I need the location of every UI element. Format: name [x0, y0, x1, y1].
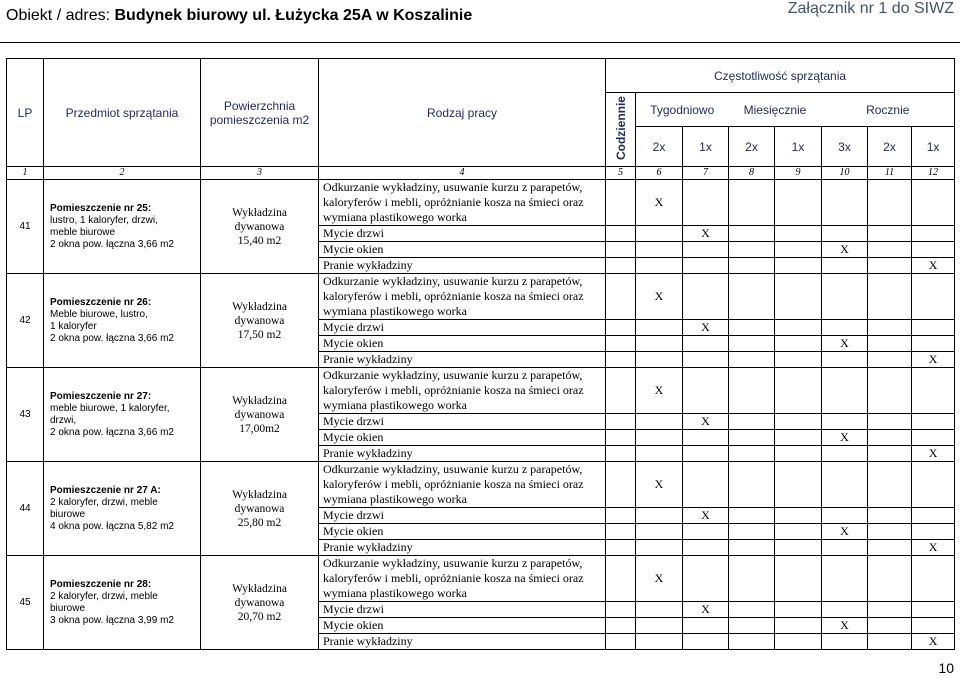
work-carpet: Pranie wykładziny	[319, 258, 606, 274]
cell-daily	[606, 430, 636, 446]
cell-monthly-1x	[775, 556, 822, 602]
cell-weekly-1x: X	[683, 508, 729, 524]
room-row	[7, 368, 955, 414]
cell-yearly-3x	[822, 414, 868, 430]
cell-monthly-1x	[775, 508, 822, 524]
cell-yearly-3x	[822, 462, 868, 508]
cell-yearly-1x: X	[912, 258, 955, 274]
room-desc-line: 2 okna pow. łączna 3,66 m2	[50, 426, 174, 438]
cell-yearly-3x	[822, 540, 868, 556]
cell-weekly-1x	[683, 556, 729, 602]
header-weekly: Tygodniowo	[636, 93, 729, 127]
cell-yearly-2x	[868, 352, 912, 368]
cell-monthly-1x	[775, 462, 822, 508]
cell-yearly-2x	[868, 618, 912, 634]
cell-monthly-1x	[775, 274, 822, 320]
col-number: 7	[683, 167, 729, 180]
area-line: dywanowa	[234, 502, 285, 515]
row-lp: 42	[7, 274, 44, 368]
cell-weekly-1x: X	[683, 414, 729, 430]
cell-yearly-1x	[912, 320, 955, 336]
col-number: 12	[912, 167, 955, 180]
header-weekly-2x: 2x	[636, 127, 683, 167]
room-row	[7, 180, 955, 226]
col-number: 3	[201, 167, 319, 180]
cell-weekly-2x	[636, 414, 683, 430]
cell-yearly-3x	[822, 274, 868, 320]
work-carpet: Pranie wykładziny	[319, 634, 606, 650]
cell-yearly-2x	[868, 180, 912, 226]
room-desc-line: biurowe	[50, 508, 86, 520]
cell-yearly-2x	[868, 602, 912, 618]
room-area	[201, 368, 319, 462]
cell-daily	[606, 540, 636, 556]
cell-monthly-2x	[729, 414, 775, 430]
room-desc-line: 2 okna pow. łączna 3,66 m2	[50, 238, 174, 250]
cell-daily	[606, 414, 636, 430]
room-desc-line: 1 kaloryfer	[50, 320, 97, 332]
cell-daily	[606, 336, 636, 352]
cell-yearly-3x	[822, 258, 868, 274]
cell-monthly-2x	[729, 320, 775, 336]
work-carpet: Pranie wykładziny	[319, 352, 606, 368]
area-line: Wykładzina	[232, 206, 287, 219]
cell-weekly-2x	[636, 540, 683, 556]
cell-daily	[606, 524, 636, 540]
cell-daily	[606, 556, 636, 602]
cell-yearly-3x: X	[822, 336, 868, 352]
cleaning-schedule-table	[6, 58, 955, 650]
cell-monthly-1x	[775, 336, 822, 352]
cell-monthly-1x	[775, 602, 822, 618]
cell-monthly-1x	[775, 258, 822, 274]
row-lp: 43	[7, 368, 44, 462]
cell-weekly-2x	[636, 258, 683, 274]
header-monthly-1x: 1x	[775, 127, 822, 167]
area-line: 20,70 m2	[237, 610, 282, 623]
room-desc-line: meble biurowe, 1 kaloryfer,	[50, 402, 170, 414]
cell-daily	[606, 602, 636, 618]
room-title: Pomieszczenie nr 28:	[50, 578, 152, 590]
cell-weekly-2x: X	[636, 462, 683, 508]
cell-yearly-1x	[912, 602, 955, 618]
room-desc-line: meble biurowe	[50, 226, 116, 238]
header-subject: Przedmiot sprzątania	[44, 59, 201, 167]
cell-yearly-1x	[912, 618, 955, 634]
cell-weekly-2x	[636, 242, 683, 258]
cell-weekly-1x: X	[683, 602, 729, 618]
cell-weekly-2x	[636, 524, 683, 540]
cell-yearly-3x	[822, 508, 868, 524]
room-desc-line: 4 okna pow. łączna 5,82 m2	[50, 520, 174, 532]
col-number: 10	[822, 167, 868, 180]
cell-monthly-1x	[775, 618, 822, 634]
cell-weekly-2x	[636, 352, 683, 368]
room-title: Pomieszczenie nr 27 A:	[50, 484, 161, 496]
cell-yearly-2x	[868, 540, 912, 556]
room-area	[201, 556, 319, 650]
cell-yearly-2x	[868, 336, 912, 352]
object-name: Budynek biurowy ul. Łużycka 25A w Koszalinie	[114, 7, 473, 24]
room-description	[44, 180, 201, 274]
cell-monthly-1x	[775, 226, 822, 242]
cell-weekly-2x: X	[636, 556, 683, 602]
cell-yearly-1x	[912, 336, 955, 352]
cell-monthly-2x	[729, 556, 775, 602]
cell-monthly-1x	[775, 524, 822, 540]
cell-monthly-2x	[729, 540, 775, 556]
room-desc-line: 2 kaloryfer, drzwi, meble	[50, 496, 158, 508]
work-windows: Mycie okien	[319, 618, 606, 634]
cell-monthly-2x	[729, 352, 775, 368]
page-header	[0, 0, 960, 43]
cell-weekly-1x	[683, 540, 729, 556]
cell-yearly-3x: X	[822, 524, 868, 540]
cell-daily	[606, 618, 636, 634]
cell-yearly-1x: X	[912, 634, 955, 650]
work-doors: Mycie drzwi	[319, 508, 606, 524]
room-title: Pomieszczenie nr 27:	[50, 390, 152, 402]
cell-monthly-2x	[729, 446, 775, 462]
cell-yearly-2x	[868, 446, 912, 462]
cell-yearly-1x	[912, 226, 955, 242]
cell-monthly-2x	[729, 274, 775, 320]
room-title: Pomieszczenie nr 26:	[50, 296, 152, 308]
cell-monthly-2x	[729, 634, 775, 650]
cell-weekly-2x: X	[636, 274, 683, 320]
cell-yearly-3x	[822, 602, 868, 618]
work-vacuum: Odkurzanie wykładziny, usuwanie kurzu z parapetów, kaloryferów i mebli, opróżnianie kosza na śmieci oraz wymiana plastikowego worka	[319, 462, 606, 508]
cell-monthly-2x	[729, 602, 775, 618]
room-desc-line: 2 okna pow. łączna 3,66 m2	[50, 332, 174, 344]
work-doors: Mycie drzwi	[319, 414, 606, 430]
area-line: 25,80 m2	[237, 516, 282, 529]
cell-yearly-1x	[912, 462, 955, 508]
cell-monthly-1x	[775, 430, 822, 446]
header-yearly-1x: 1x	[912, 127, 955, 167]
cell-monthly-2x	[729, 180, 775, 226]
cell-monthly-1x	[775, 368, 822, 414]
area-line: dywanowa	[234, 596, 285, 609]
header-monthly: Miesięcznie	[729, 93, 822, 127]
cell-weekly-1x	[683, 368, 729, 414]
cell-yearly-3x	[822, 446, 868, 462]
work-carpet: Pranie wykładziny	[319, 446, 606, 462]
cell-yearly-1x: X	[912, 540, 955, 556]
cell-weekly-1x	[683, 336, 729, 352]
cell-yearly-2x	[868, 462, 912, 508]
work-carpet: Pranie wykładziny	[319, 540, 606, 556]
cell-daily	[606, 274, 636, 320]
cell-yearly-3x: X	[822, 242, 868, 258]
col-number: 6	[636, 167, 683, 180]
object-address	[6, 7, 472, 25]
cell-weekly-2x: X	[636, 368, 683, 414]
cell-weekly-1x	[683, 352, 729, 368]
cell-weekly-2x: X	[636, 180, 683, 226]
row-lp: 44	[7, 462, 44, 556]
room-description	[44, 556, 201, 650]
col-number: 11	[868, 167, 912, 180]
cell-monthly-2x	[729, 462, 775, 508]
attachment-label: Załącznik nr 1 do SIWZ	[787, 0, 954, 17]
room-title: Pomieszczenie nr 25:	[50, 202, 152, 214]
header-work: Rodzaj pracy	[319, 59, 606, 167]
cell-monthly-2x	[729, 258, 775, 274]
area-line: Wykładzina	[232, 488, 287, 501]
room-desc-line: biurowe	[50, 602, 86, 614]
cell-weekly-2x	[636, 634, 683, 650]
room-row	[7, 462, 955, 508]
cell-weekly-1x	[683, 180, 729, 226]
room-area	[201, 180, 319, 274]
cell-weekly-2x	[636, 446, 683, 462]
area-line: dywanowa	[234, 220, 285, 233]
cell-daily	[606, 320, 636, 336]
work-vacuum: Odkurzanie wykładziny, usuwanie kurzu z parapetów, kaloryferów i mebli, opróżnianie kosza na śmieci oraz wymiana plastikowego worka	[319, 274, 606, 320]
room-area	[201, 274, 319, 368]
header-lp: LP	[7, 59, 44, 167]
header-monthly-2x: 2x	[729, 127, 775, 167]
cell-weekly-1x	[683, 462, 729, 508]
cell-yearly-2x	[868, 524, 912, 540]
cell-monthly-2x	[729, 508, 775, 524]
cell-yearly-1x: X	[912, 446, 955, 462]
cell-yearly-1x	[912, 556, 955, 602]
cell-yearly-1x	[912, 242, 955, 258]
cell-yearly-2x	[868, 430, 912, 446]
header-yearly-2x: 2x	[868, 127, 912, 167]
cell-daily	[606, 258, 636, 274]
cell-daily	[606, 368, 636, 414]
cell-yearly-3x	[822, 634, 868, 650]
cell-yearly-2x	[868, 508, 912, 524]
room-row	[7, 556, 955, 602]
cell-yearly-1x	[912, 430, 955, 446]
cell-weekly-1x	[683, 524, 729, 540]
room-row	[7, 274, 955, 320]
cell-yearly-3x	[822, 556, 868, 602]
col-number: 1	[7, 167, 44, 180]
work-vacuum: Odkurzanie wykładziny, usuwanie kurzu z parapetów, kaloryferów i mebli, opróżnianie kosza na śmieci oraz wymiana plastikowego worka	[319, 180, 606, 226]
column-numbers-row	[7, 167, 955, 180]
cell-daily	[606, 634, 636, 650]
col-number: 8	[729, 167, 775, 180]
cell-weekly-1x	[683, 618, 729, 634]
header-weekly-1x: 1x	[683, 127, 729, 167]
header-daily	[606, 93, 636, 167]
cell-weekly-1x	[683, 446, 729, 462]
header-frequency: Częstotliwość sprzątania	[606, 59, 955, 93]
work-doors: Mycie drzwi	[319, 320, 606, 336]
cell-yearly-2x	[868, 368, 912, 414]
row-lp: 41	[7, 180, 44, 274]
cell-yearly-2x	[868, 258, 912, 274]
cell-weekly-2x	[636, 508, 683, 524]
cell-monthly-1x	[775, 540, 822, 556]
header-yearly-3x: 3x	[822, 127, 868, 167]
cell-yearly-2x	[868, 414, 912, 430]
cell-weekly-2x	[636, 226, 683, 242]
room-desc-line: Meble biurowe, lustro,	[50, 308, 148, 320]
cell-weekly-2x	[636, 336, 683, 352]
cell-weekly-1x: X	[683, 226, 729, 242]
cell-monthly-2x	[729, 430, 775, 446]
room-description	[44, 368, 201, 462]
cell-monthly-2x	[729, 618, 775, 634]
cell-yearly-3x	[822, 180, 868, 226]
cell-yearly-3x	[822, 368, 868, 414]
cell-weekly-1x	[683, 634, 729, 650]
work-windows: Mycie okien	[319, 242, 606, 258]
cell-yearly-1x	[912, 524, 955, 540]
row-lp: 45	[7, 556, 44, 650]
cell-monthly-1x	[775, 352, 822, 368]
room-area	[201, 462, 319, 556]
work-doors: Mycie drzwi	[319, 602, 606, 618]
room-desc-line: lustro, 1 kaloryfer, drzwi,	[50, 214, 158, 226]
cell-yearly-3x: X	[822, 618, 868, 634]
cell-daily	[606, 242, 636, 258]
cell-yearly-1x	[912, 508, 955, 524]
cell-monthly-1x	[775, 634, 822, 650]
room-desc-line: drzwi,	[50, 414, 77, 426]
cell-yearly-3x	[822, 320, 868, 336]
cell-yearly-1x: X	[912, 352, 955, 368]
work-windows: Mycie okien	[319, 336, 606, 352]
cell-monthly-1x	[775, 320, 822, 336]
cell-yearly-3x	[822, 352, 868, 368]
col-number: 2	[44, 167, 201, 180]
room-description	[44, 462, 201, 556]
area-line: 17,00m2	[239, 422, 280, 435]
work-vacuum: Odkurzanie wykładziny, usuwanie kurzu z parapetów, kaloryferów i mebli, opróżnianie kosza na śmieci oraz wymiana plastikowego worka	[319, 368, 606, 414]
room-description	[44, 274, 201, 368]
cell-daily	[606, 352, 636, 368]
cell-daily	[606, 446, 636, 462]
cell-yearly-1x	[912, 368, 955, 414]
cell-weekly-1x	[683, 274, 729, 320]
area-line: 17,50 m2	[237, 328, 282, 341]
cell-yearly-2x	[868, 226, 912, 242]
work-vacuum: Odkurzanie wykładziny, usuwanie kurzu z parapetów, kaloryferów i mebli, opróżnianie kosza na śmieci oraz wymiana plastikowego worka	[319, 556, 606, 602]
cell-weekly-2x	[636, 320, 683, 336]
header-daily-label: Codziennie	[613, 95, 628, 160]
room-desc-line: 3 okna pow. łączna 3,99 m2	[50, 614, 174, 626]
cell-yearly-1x	[912, 414, 955, 430]
cell-monthly-2x	[729, 242, 775, 258]
cell-yearly-2x	[868, 556, 912, 602]
cell-weekly-1x	[683, 430, 729, 446]
cell-yearly-2x	[868, 274, 912, 320]
cell-monthly-1x	[775, 446, 822, 462]
cell-weekly-2x	[636, 602, 683, 618]
page-number: 10	[938, 660, 954, 676]
cell-yearly-3x	[822, 226, 868, 242]
area-line: dywanowa	[234, 408, 285, 421]
cell-monthly-2x	[729, 368, 775, 414]
header-yearly: Rocznie	[822, 93, 955, 127]
work-windows: Mycie okien	[319, 430, 606, 446]
cell-weekly-2x	[636, 430, 683, 446]
cell-daily	[606, 226, 636, 242]
cell-monthly-1x	[775, 242, 822, 258]
cell-monthly-2x	[729, 226, 775, 242]
col-number: 4	[319, 167, 606, 180]
area-line: Wykładzina	[232, 300, 287, 313]
cell-monthly-2x	[729, 524, 775, 540]
cell-daily	[606, 508, 636, 524]
room-desc-line: 2 kaloryfer, drzwi, meble	[50, 590, 158, 602]
cell-weekly-2x	[636, 618, 683, 634]
cell-weekly-1x	[683, 242, 729, 258]
cell-daily	[606, 180, 636, 226]
cell-yearly-1x	[912, 180, 955, 226]
object-label: Obiekt / adres:	[6, 7, 115, 24]
area-line: Wykładzina	[232, 394, 287, 407]
col-number: 9	[775, 167, 822, 180]
header-area: Powierzchnia pomieszczenia m2	[201, 59, 319, 167]
cell-yearly-1x	[912, 274, 955, 320]
cell-yearly-2x	[868, 242, 912, 258]
area-line: 15,40 m2	[237, 234, 282, 247]
cell-yearly-2x	[868, 634, 912, 650]
cell-monthly-1x	[775, 414, 822, 430]
cell-yearly-3x: X	[822, 430, 868, 446]
cell-daily	[606, 462, 636, 508]
area-line: Wykładzina	[232, 582, 287, 595]
cell-monthly-1x	[775, 180, 822, 226]
cell-weekly-1x	[683, 258, 729, 274]
col-number: 5	[606, 167, 636, 180]
area-line: dywanowa	[234, 314, 285, 327]
work-doors: Mycie drzwi	[319, 226, 606, 242]
work-windows: Mycie okien	[319, 524, 606, 540]
cell-yearly-2x	[868, 320, 912, 336]
cell-weekly-1x: X	[683, 320, 729, 336]
cell-monthly-2x	[729, 336, 775, 352]
